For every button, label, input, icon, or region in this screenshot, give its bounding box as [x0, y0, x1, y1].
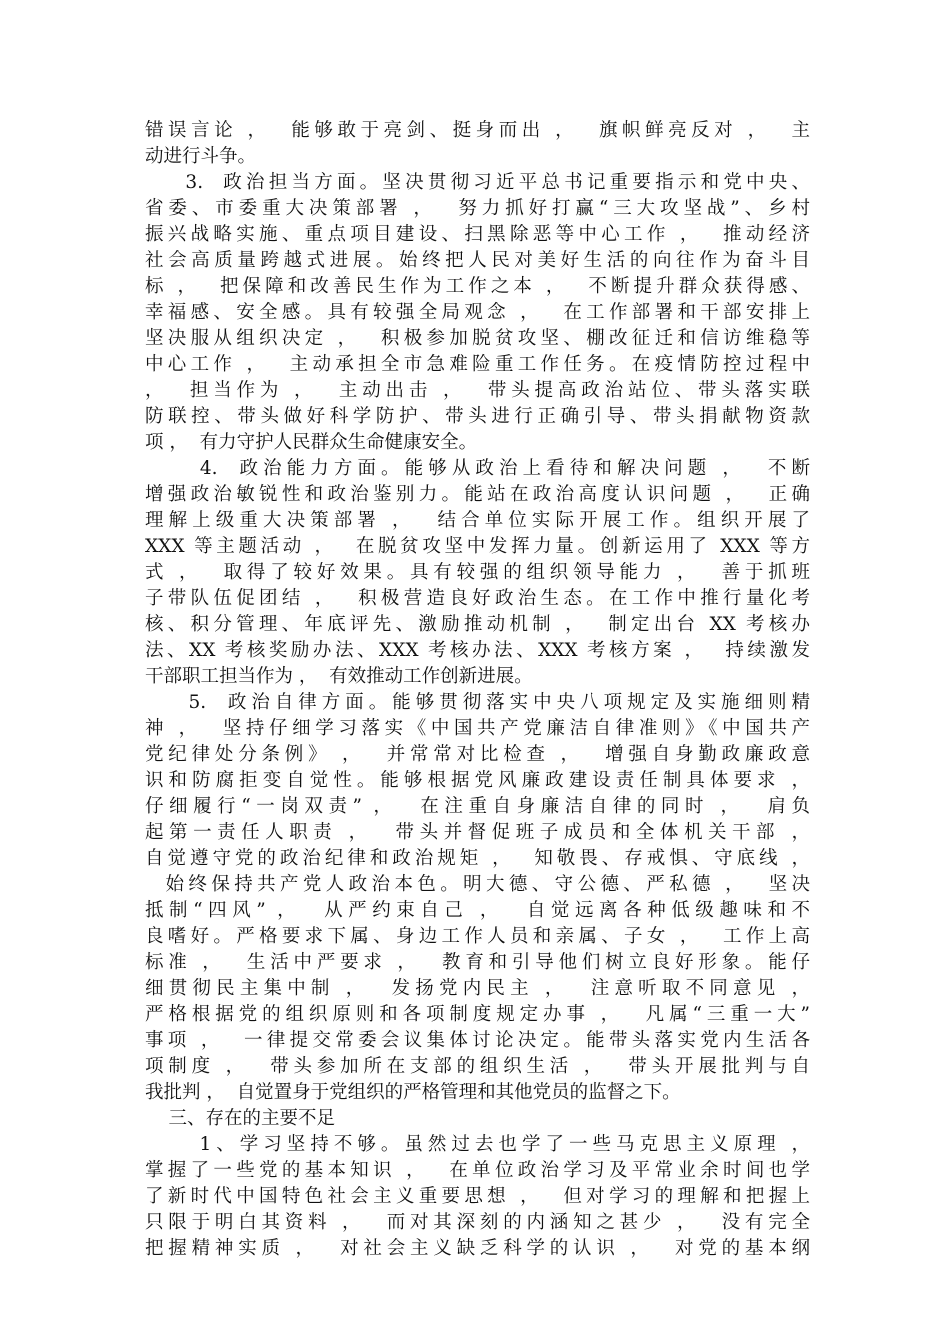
text-line: 事项 ， 一律提交常委会议集体讨论决定。能带头落实党内生活各	[145, 1030, 810, 1051]
text-line: 动进行斗争。	[145, 146, 257, 167]
text-line: 干部职工担当作为 ， 有效推动工作创新进展。	[145, 666, 533, 687]
text-line: 党纪律处分条例》 ， 并常常对比检查 ， 增强自身勤政廉政意	[145, 744, 810, 765]
text-line: ， 担当作为 ， 主动出击 ， 带头提高政治站位、带头落实联	[145, 380, 810, 401]
text-line: 细贯彻民主集中制 ， 发扬党内民主 ， 注意听取不同意见 ，	[145, 978, 810, 999]
text-line: 良嗜好。严格要求下属、身边工作人员和亲属、子女 ， 工作上高	[145, 926, 810, 947]
text-line: 起第一责任人职责 ， 带头并督促班子成员和全体机关干部 ，	[145, 822, 810, 843]
text-line: 三、存在的主要不足	[145, 1108, 336, 1129]
text-line: 坚决服从组织决定 ， 积极参加脱贫攻坚、棚改征迁和信访维稳等	[145, 328, 810, 349]
text-line: 抵制“四风” ， 从严约束自己 ， 自觉远离各种低级趣味和不	[145, 900, 810, 921]
text-line: 错误言论 ， 能够敢于亮剑、挺身而出 ， 旗帜鲜亮反对 ， 主	[145, 120, 810, 141]
text-line: 省委、市委重大决策部署 ， 努力抓好打赢“三大攻坚战”、乡村	[145, 198, 810, 219]
text-line: 中心工作 ， 主动承担全市急难险重工作任务。在疫情防控过程中	[145, 354, 810, 375]
text-line: 标 ， 把保障和改善民生作为工作之本 ， 不断提升群众获得感、	[145, 276, 810, 297]
text-line: 只限于明白其资料 ， 而对其深刻的内涵知之甚少 ， 没有完全	[145, 1212, 810, 1233]
text-line: 神 ， 坚持仔细学习落实《中国共产党廉洁自律准则》《中国共产	[145, 718, 810, 739]
text-line: 子带队伍促团结 ， 积极营造良好政治生态。在工作中推行量化考	[145, 588, 810, 609]
text-line: 标准 ， 生活中严要求 ， 教育和引导他们树立良好形象。能仔	[145, 952, 810, 973]
text-line: 4. 政治能力方面。能够从政治上看待和解决问题 ， 不断	[145, 458, 810, 479]
text-line: 自觉遵守党的政治纪律和政治规矩 ， 知敬畏、存戒惧、守底线 ，	[145, 848, 810, 869]
text-line: 项 ， 有力守护人民群众生命健康安全。	[145, 432, 478, 453]
text-line: 始终保持共产党人政治本色。明大德、守公德、严私德 ， 坚决	[145, 874, 810, 895]
text-line: 项制度 ， 带头参加所在支部的组织生活 ， 带头开展批判与自	[145, 1056, 810, 1077]
text-line: XXX 等主题活动 ， 在脱贫攻坚中发挥力量。创新运用了 XXX 等方	[145, 536, 810, 557]
document-body	[145, 118, 810, 1262]
text-line: 掌握了一些党的基本知识 ， 在单位政治学习及平常业余时间也学	[145, 1160, 810, 1181]
text-line: 3. 政治担当方面。坚决贯彻习近平总书记重要指示和党中央、	[145, 172, 810, 193]
text-line: 增强政治敏锐性和政治鉴别力。能站在政治高度认识问题 ， 正确	[145, 484, 810, 505]
text-line: 了新时代中国特色社会主义重要思想 ， 但对学习的理解和把握上	[145, 1186, 810, 1207]
text-line: 法、XX 考核奖励办法、XXX 考核办法、XXX 考核方案 ， 持续激发	[145, 640, 810, 661]
text-line: 防联控、带头做好科学防护、带头进行正确引导、带头捐献物资款	[145, 406, 810, 427]
text-line: 严格根据党的组织原则和各项制度规定办事 ， 凡属“三重一大”	[145, 1004, 810, 1025]
text-line: 幸福感、安全感。具有较强全局观念 ， 在工作部署和干部安排上	[145, 302, 810, 323]
text-line: 识和防腐拒变自觉性。能够根据党风廉政建设责任制具体要求 ，	[145, 770, 810, 791]
text-line: 理解上级重大决策部署 ， 结合单位实际开展工作。组织开展了	[145, 510, 810, 531]
text-line: 我批判 ， 自觉置身于党组织的严格管理和其他党员的监督之下。	[145, 1082, 681, 1103]
text-line: 仔细履行“一岗双责” ， 在注重自身廉洁自律的同时 ， 肩负	[145, 796, 810, 817]
text-line: 振兴战略实施、重点项目建设、扫黑除恶等中心工作 ， 推动经济	[145, 224, 810, 245]
text-line: 1、学习坚持不够。虽然过去也学了一些马克思主义原理 ，	[145, 1134, 810, 1155]
text-line: 5. 政治自律方面。能够贯彻落实中央八项规定及实施细则精	[145, 692, 810, 713]
text-line: 社会高质量跨越式进展。始终把人民对美好生活的向往作为奋斗目	[145, 250, 810, 271]
text-line: 式 ， 取得了较好效果。具有较强的组织领导能力 ， 善于抓班	[145, 562, 810, 583]
text-line: 把握精神实质 ， 对社会主义缺乏科学的认识 ， 对党的基本纲	[145, 1238, 810, 1259]
text-line: 核、积分管理、年底评先、激励推动机制 ， 制定出台 XX 考核办	[145, 614, 810, 635]
